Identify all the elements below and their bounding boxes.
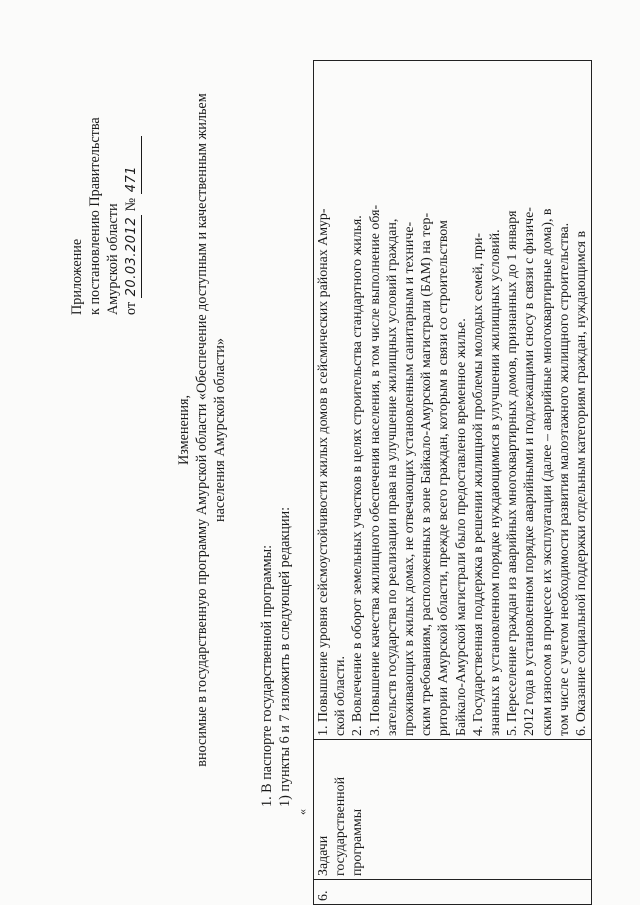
row-text-cell bbox=[314, 61, 592, 740]
text-line: 2. Вовлечение в оборот земельных участков в целях строительства стандартного жилья. bbox=[350, 215, 366, 736]
text-line: 5. Переселение граждан из аварийных многоквартирных домов, признанных до 1 января bbox=[505, 210, 521, 736]
handwritten-date: 20.03.2012 bbox=[123, 215, 142, 298]
text-line: ским требованиям, расположенных в зоне Байкало-Амурской магистрали (БАМ) на тер- bbox=[419, 212, 435, 736]
date-prefix: от bbox=[123, 301, 139, 315]
title-line-3: населения Амурской области» bbox=[212, 338, 228, 522]
program-table bbox=[313, 60, 592, 905]
instruction-line-1: 1. В паспорте государственной программы: bbox=[259, 544, 275, 807]
text-line: 4. Государственная поддержка в решении жилищной проблемы молодых семей, при- bbox=[470, 232, 486, 736]
text-line: знанных в установленном порядке нуждающимися в улучшении жилищных условий. bbox=[488, 229, 504, 736]
opening-quote: « bbox=[295, 809, 309, 815]
instructions bbox=[258, 307, 294, 807]
approval-block bbox=[68, 55, 142, 315]
row-name-line-1: Задачи государственной bbox=[316, 777, 349, 876]
row-number: 6. bbox=[314, 880, 592, 905]
handwritten-number: 471 bbox=[123, 136, 142, 194]
row-name-cell bbox=[314, 740, 592, 880]
approval-line-3: Амурской области bbox=[105, 203, 121, 315]
row-name-line-2: программы bbox=[350, 808, 366, 876]
text-line: 2012 года в установленном порядке аварийными и подлежащими сносу в связи с физиче- bbox=[522, 207, 538, 736]
table-row bbox=[314, 61, 592, 905]
approval-line-1: Приложение bbox=[69, 238, 85, 315]
approval-date-line bbox=[122, 55, 142, 315]
text-line: 1. Повышение уровня сейсмоустойчивости жилых домов в сейсмических районах Амур- bbox=[316, 208, 331, 736]
text-line: том числе с учетом необходимости развития малоэтажного жилищного строительства. bbox=[556, 222, 572, 736]
instruction-line-2: 1) пункты 6 и 7 изложить в следующей редакции: bbox=[277, 506, 293, 807]
text-line: 3. Повышение качества жилищного обеспечения населения, в том числе выполнение обя- bbox=[367, 204, 383, 736]
title-line-1: Изменения, bbox=[176, 394, 192, 466]
title-line-2: вносимые в государственную программу Амурской области «Обеспечение доступным и качественным жильем bbox=[194, 93, 210, 767]
text-line: 6. Оказание социальной поддержки отдельным категориям граждан, нуждающимся в bbox=[574, 230, 590, 736]
text-line: ским износом в процессе их эксплуатации (далее – аварийные многоквартирные дома), в bbox=[539, 208, 555, 736]
approval-line-2: к постановлению Правительства bbox=[87, 117, 103, 315]
text-line: ритории Амурской области, прежде всего граждан, которым в связи со строительством bbox=[436, 220, 452, 736]
number-prefix: № bbox=[123, 197, 139, 212]
text-line: зательств государства по реализации права на улучшение жилищных условий граждан, bbox=[384, 218, 400, 736]
text-line: Байкало-Амурской магистрали было предоставлено временное жилье. bbox=[453, 318, 469, 736]
text-line: проживающих в жилых домах, не отвечающих установленным санитарным и техниче- bbox=[402, 221, 418, 736]
document-title bbox=[175, 15, 229, 845]
text-line: ской области. bbox=[333, 656, 349, 736]
